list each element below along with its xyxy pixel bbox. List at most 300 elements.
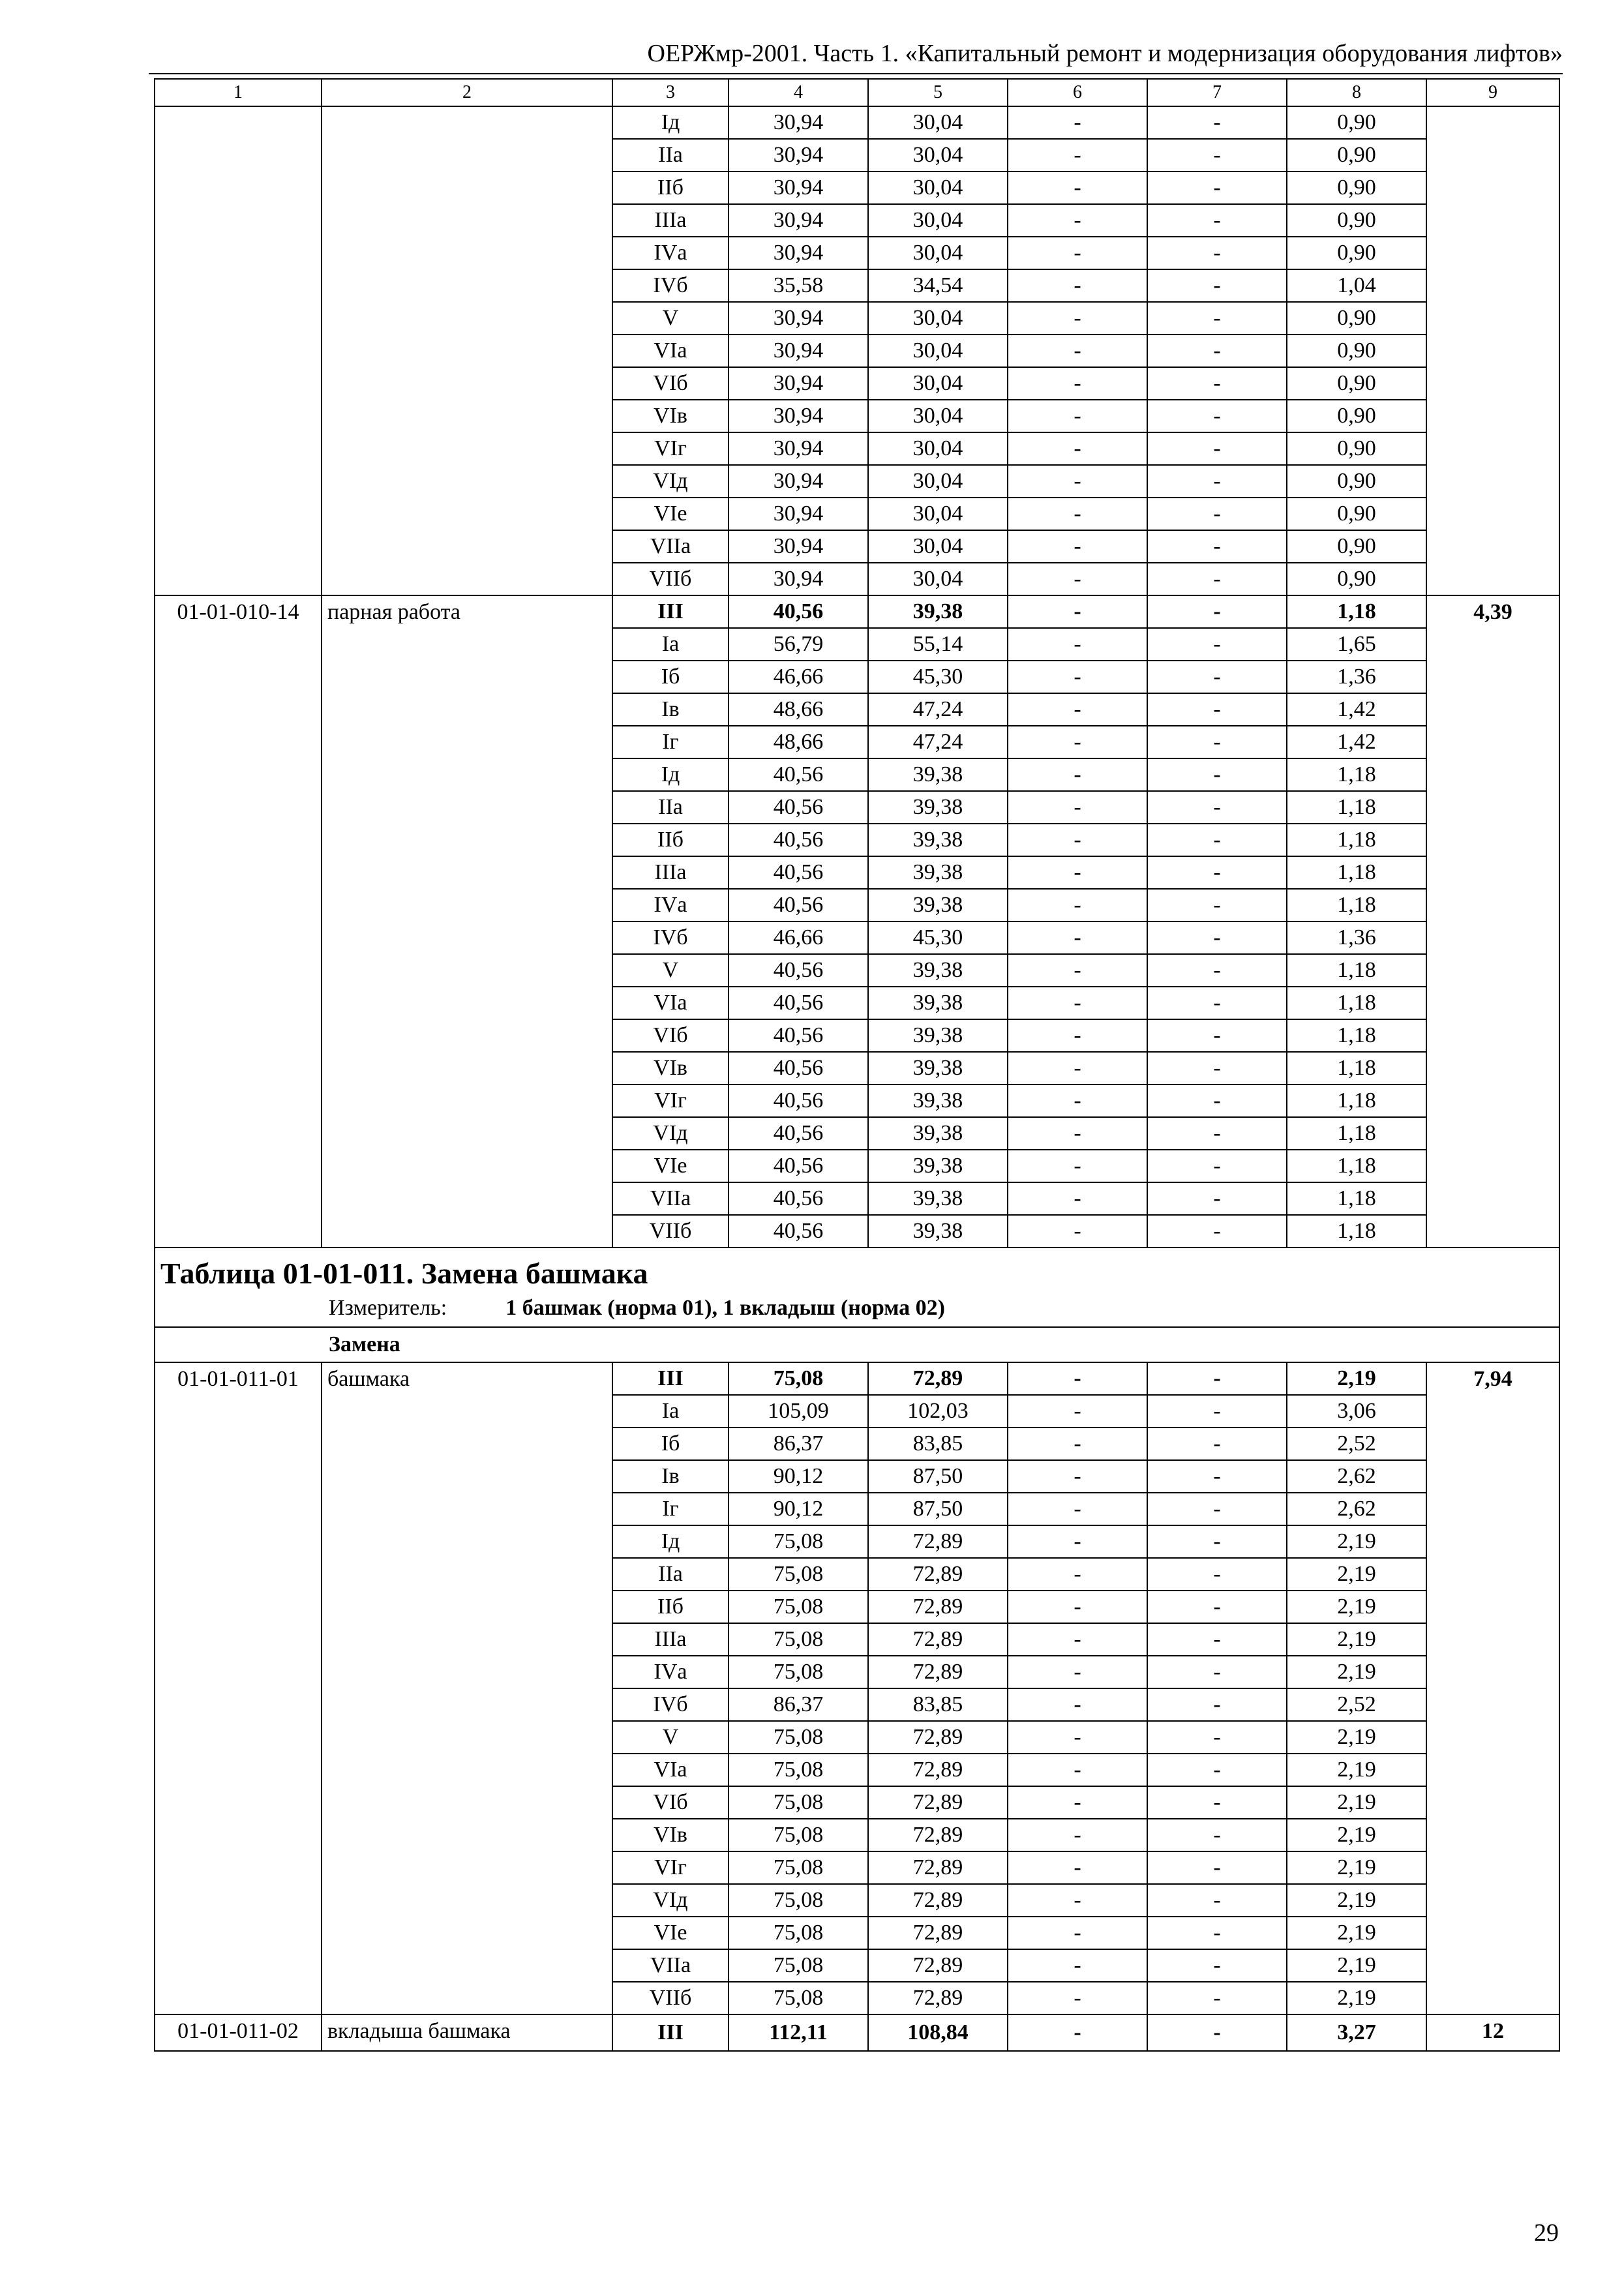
machine-cost-cell: - (1008, 1982, 1147, 2014)
table-row (155, 595, 1559, 628)
driver-wage-cell: - (1147, 1917, 1287, 1949)
labor-wage-cell: 72,89 (868, 1525, 1008, 1558)
zone-cell: IIIа (612, 856, 729, 889)
zone-cell: V (612, 1721, 729, 1754)
zone-cell: VIг (612, 1085, 729, 1117)
labor-wage-cell: 30,04 (868, 465, 1008, 498)
material-cost-cell: 1,18 (1287, 1182, 1426, 1215)
labor-wage-cell: 30,04 (868, 237, 1008, 269)
direct-cost-cell: 35,58 (729, 269, 868, 302)
direct-cost-cell: 75,08 (729, 1884, 868, 1917)
direct-cost-cell: 86,37 (729, 1428, 868, 1460)
machine-cost-cell: - (1008, 1362, 1147, 1395)
labor-wage-cell: 72,89 (868, 1558, 1008, 1591)
driver-wage-cell: - (1147, 432, 1287, 465)
driver-wage-cell: - (1147, 237, 1287, 269)
driver-wage-cell: - (1147, 400, 1287, 432)
driver-wage-cell: - (1147, 726, 1287, 758)
labor-wage-cell: 30,04 (868, 400, 1008, 432)
machine-cost-cell: - (1008, 1493, 1147, 1525)
labor-wage-cell: 30,04 (868, 530, 1008, 563)
material-cost-cell: 1,18 (1287, 824, 1426, 856)
material-cost-cell: 2,62 (1287, 1460, 1426, 1493)
machine-cost-cell: - (1008, 1215, 1147, 1248)
material-cost-cell: 1,65 (1287, 628, 1426, 661)
direct-cost-cell: 75,08 (729, 1558, 868, 1591)
driver-wage-cell: - (1147, 1949, 1287, 1982)
driver-wage-cell: - (1147, 1525, 1287, 1558)
material-cost-cell: 0,90 (1287, 106, 1426, 139)
machine-cost-cell: - (1008, 1019, 1147, 1052)
driver-wage-cell: - (1147, 1052, 1287, 1085)
labor-wage-cell: 30,04 (868, 172, 1008, 204)
labor-wage-cell: 39,38 (868, 791, 1008, 824)
labor-wage-cell: 45,30 (868, 921, 1008, 954)
machine-cost-cell: - (1008, 1884, 1147, 1917)
labor-wage-cell: 72,89 (868, 1591, 1008, 1623)
machine-cost-cell: - (1008, 889, 1147, 921)
machine-cost-cell: - (1008, 563, 1147, 595)
machine-cost-cell: - (1008, 987, 1147, 1019)
machine-cost-cell: - (1008, 269, 1147, 302)
material-cost-cell: 1,18 (1287, 889, 1426, 921)
zone-cell: VIв (612, 400, 729, 432)
machine-cost-cell: - (1008, 1851, 1147, 1884)
measure-line (155, 1291, 1559, 1326)
material-cost-cell: 2,19 (1287, 1754, 1426, 1786)
direct-cost-cell: 30,94 (729, 367, 868, 400)
material-cost-cell: 1,36 (1287, 661, 1426, 693)
zone-cell: VIIа (612, 1182, 729, 1215)
zone-cell: VIд (612, 1117, 729, 1150)
zone-cell: VIIа (612, 1949, 729, 1982)
direct-cost-cell: 30,94 (729, 400, 868, 432)
material-cost-cell: 1,18 (1287, 1215, 1426, 1248)
zone-cell: VIг (612, 432, 729, 465)
direct-cost-cell: 40,56 (729, 791, 868, 824)
labor-wage-cell: 108,84 (868, 2014, 1008, 2051)
zone-cell: VIб (612, 1019, 729, 1052)
machine-cost-cell: - (1008, 2014, 1147, 2051)
subheading-row (155, 1327, 1559, 1362)
material-cost-cell: 1,42 (1287, 726, 1426, 758)
machine-cost-cell: - (1008, 1182, 1147, 1215)
labor-wage-cell: 72,89 (868, 1982, 1008, 2014)
driver-wage-cell: - (1147, 921, 1287, 954)
direct-cost-cell: 40,56 (729, 1215, 868, 1248)
labor-wage-cell: 45,30 (868, 661, 1008, 693)
direct-cost-cell: 86,37 (729, 1688, 868, 1721)
direct-cost-cell: 30,94 (729, 172, 868, 204)
zone-cell: Iв (612, 693, 729, 726)
labor-wage-cell: 72,89 (868, 1851, 1008, 1884)
machine-cost-cell: - (1008, 1395, 1147, 1428)
direct-cost-cell: 90,12 (729, 1460, 868, 1493)
labor-wage-cell: 72,89 (868, 1362, 1008, 1395)
material-cost-cell: 0,90 (1287, 530, 1426, 563)
machine-cost-cell: - (1008, 172, 1147, 204)
subheading-cell: Замена (155, 1327, 1559, 1362)
labor-wage-cell: 39,38 (868, 1150, 1008, 1182)
driver-wage-cell: - (1147, 1819, 1287, 1851)
driver-wage-cell: - (1147, 954, 1287, 987)
machine-cost-cell: - (1008, 400, 1147, 432)
zone-cell: VIIа (612, 530, 729, 563)
driver-wage-cell: - (1147, 530, 1287, 563)
code-cell: 01-01-011-01 (155, 1362, 322, 2014)
machine-cost-cell: - (1008, 498, 1147, 530)
material-cost-cell: 2,19 (1287, 1884, 1426, 1917)
zone-cell: Iд (612, 1525, 729, 1558)
machine-cost-cell: - (1008, 1721, 1147, 1754)
driver-wage-cell: - (1147, 106, 1287, 139)
zone-cell: IIIа (612, 1623, 729, 1656)
material-cost-cell: 2,19 (1287, 1851, 1426, 1884)
page-number: 29 (1534, 2219, 1559, 2247)
direct-cost-cell: 40,56 (729, 1150, 868, 1182)
material-cost-cell: 2,19 (1287, 1591, 1426, 1623)
driver-wage-cell: - (1147, 139, 1287, 172)
labor-wage-cell: 39,38 (868, 1215, 1008, 1248)
machine-cost-cell: - (1008, 954, 1147, 987)
material-cost-cell: 2,19 (1287, 1786, 1426, 1819)
zone-cell: III (612, 1362, 729, 1395)
direct-cost-cell: 40,56 (729, 856, 868, 889)
direct-cost-cell: 75,08 (729, 1786, 868, 1819)
material-cost-cell: 2,19 (1287, 1982, 1426, 2014)
direct-cost-cell: 30,94 (729, 432, 868, 465)
labor-wage-cell: 72,89 (868, 1721, 1008, 1754)
driver-wage-cell: - (1147, 1182, 1287, 1215)
labor-wage-cell: 47,24 (868, 693, 1008, 726)
direct-cost-cell: 112,11 (729, 2014, 868, 2051)
driver-wage-cell: - (1147, 661, 1287, 693)
driver-wage-cell: - (1147, 1786, 1287, 1819)
direct-cost-cell: 40,56 (729, 889, 868, 921)
direct-cost-cell: 40,56 (729, 1019, 868, 1052)
zone-cell: V (612, 302, 729, 335)
direct-cost-cell: 30,94 (729, 139, 868, 172)
code-cell (155, 106, 322, 595)
zone-cell: V (612, 954, 729, 987)
direct-cost-cell: 40,56 (729, 987, 868, 1019)
zone-cell: IVб (612, 1688, 729, 1721)
zone-cell: Iб (612, 1428, 729, 1460)
zone-cell: IVа (612, 889, 729, 921)
machine-cost-cell: - (1008, 791, 1147, 824)
labor-wage-cell: 72,89 (868, 1754, 1008, 1786)
direct-cost-cell: 75,08 (729, 1982, 868, 2014)
zone-cell: Iа (612, 628, 729, 661)
machine-cost-cell: - (1008, 1052, 1147, 1085)
driver-wage-cell: - (1147, 1656, 1287, 1688)
material-cost-cell: 2,19 (1287, 1917, 1426, 1949)
column-number: 3 (612, 79, 729, 106)
zone-cell: IIб (612, 1591, 729, 1623)
labor-wage-cell: 39,38 (868, 1085, 1008, 1117)
direct-cost-cell: 75,08 (729, 1721, 868, 1754)
material-cost-cell: 2,52 (1287, 1428, 1426, 1460)
zone-cell: IVа (612, 1656, 729, 1688)
driver-wage-cell: - (1147, 824, 1287, 856)
driver-wage-cell: - (1147, 856, 1287, 889)
material-cost-cell: 1,18 (1287, 856, 1426, 889)
direct-cost-cell: 75,08 (729, 1851, 868, 1884)
material-cost-cell: 1,18 (1287, 1117, 1426, 1150)
machine-cost-cell: - (1008, 335, 1147, 367)
zone-cell: III (612, 595, 729, 628)
direct-cost-cell: 30,94 (729, 204, 868, 237)
name-cell: вкладыша башмака (322, 2014, 612, 2051)
zone-cell: IIб (612, 824, 729, 856)
labor-wage-cell: 39,38 (868, 856, 1008, 889)
measure-value: 1 башмак (норма 01), 1 вкладыш (норма 02) (505, 1296, 945, 1320)
labor-cost-cell: 12 (1426, 2014, 1559, 2051)
labor-wage-cell: 39,38 (868, 1019, 1008, 1052)
direct-cost-cell: 30,94 (729, 106, 868, 139)
driver-wage-cell: - (1147, 2014, 1287, 2051)
machine-cost-cell: - (1008, 1656, 1147, 1688)
driver-wage-cell: - (1147, 1362, 1287, 1395)
material-cost-cell: 0,90 (1287, 302, 1426, 335)
machine-cost-cell: - (1008, 628, 1147, 661)
driver-wage-cell: - (1147, 1558, 1287, 1591)
name-cell: башмака (322, 1362, 612, 2014)
zone-cell: Iв (612, 1460, 729, 1493)
driver-wage-cell: - (1147, 302, 1287, 335)
machine-cost-cell: - (1008, 824, 1147, 856)
direct-cost-cell: 75,08 (729, 1525, 868, 1558)
material-cost-cell: 1,18 (1287, 595, 1426, 628)
driver-wage-cell: - (1147, 204, 1287, 237)
driver-wage-cell: - (1147, 269, 1287, 302)
machine-cost-cell: - (1008, 1754, 1147, 1786)
machine-cost-cell: - (1008, 530, 1147, 563)
labor-wage-cell: 30,04 (868, 432, 1008, 465)
driver-wage-cell: - (1147, 1395, 1287, 1428)
machine-cost-cell: - (1008, 106, 1147, 139)
zone-cell: VIе (612, 498, 729, 530)
machine-cost-cell: - (1008, 693, 1147, 726)
driver-wage-cell: - (1147, 1884, 1287, 1917)
machine-cost-cell: - (1008, 1623, 1147, 1656)
direct-cost-cell: 75,08 (729, 1623, 868, 1656)
labor-wage-cell: 30,04 (868, 204, 1008, 237)
zone-cell: VIв (612, 1052, 729, 1085)
labor-wage-cell: 102,03 (868, 1395, 1008, 1428)
material-cost-cell: 0,90 (1287, 400, 1426, 432)
direct-cost-cell: 75,08 (729, 1819, 868, 1851)
machine-cost-cell: - (1008, 204, 1147, 237)
material-cost-cell: 2,19 (1287, 1656, 1426, 1688)
machine-cost-cell: - (1008, 237, 1147, 269)
table-row (155, 1362, 1559, 1395)
table-section-header (155, 1248, 1559, 1327)
direct-cost-cell: 40,56 (729, 758, 868, 791)
direct-cost-cell: 30,94 (729, 465, 868, 498)
direct-cost-cell: 46,66 (729, 921, 868, 954)
material-cost-cell: 1,18 (1287, 1150, 1426, 1182)
driver-wage-cell: - (1147, 1428, 1287, 1460)
driver-wage-cell: - (1147, 987, 1287, 1019)
direct-cost-cell: 30,94 (729, 530, 868, 563)
material-cost-cell: 2,19 (1287, 1623, 1426, 1656)
driver-wage-cell: - (1147, 1754, 1287, 1786)
machine-cost-cell: - (1008, 1591, 1147, 1623)
machine-cost-cell: - (1008, 1525, 1147, 1558)
column-number-row (155, 79, 1559, 106)
machine-cost-cell: - (1008, 139, 1147, 172)
zone-cell: VIа (612, 335, 729, 367)
material-cost-cell: 0,90 (1287, 563, 1426, 595)
material-cost-cell: 3,27 (1287, 2014, 1426, 2051)
direct-cost-cell: 30,94 (729, 335, 868, 367)
labor-wage-cell: 72,89 (868, 1623, 1008, 1656)
machine-cost-cell: - (1008, 1085, 1147, 1117)
labor-wage-cell: 30,04 (868, 302, 1008, 335)
machine-cost-cell: - (1008, 1949, 1147, 1982)
machine-cost-cell: - (1008, 1117, 1147, 1150)
labor-wage-cell: 34,54 (868, 269, 1008, 302)
zone-cell: VIIб (612, 1982, 729, 2014)
zone-cell: III (612, 2014, 729, 2051)
labor-wage-cell: 39,38 (868, 1182, 1008, 1215)
direct-cost-cell: 75,08 (729, 1949, 868, 1982)
direct-cost-cell: 40,56 (729, 1085, 868, 1117)
driver-wage-cell: - (1147, 1623, 1287, 1656)
direct-cost-cell: 30,94 (729, 302, 868, 335)
zone-cell: VIб (612, 1786, 729, 1819)
machine-cost-cell: - (1008, 1460, 1147, 1493)
driver-wage-cell: - (1147, 1688, 1287, 1721)
zone-cell: Iд (612, 758, 729, 791)
direct-cost-cell: 30,94 (729, 498, 868, 530)
machine-cost-cell: - (1008, 726, 1147, 758)
driver-wage-cell: - (1147, 563, 1287, 595)
zone-cell: VIд (612, 1884, 729, 1917)
material-cost-cell: 0,90 (1287, 498, 1426, 530)
driver-wage-cell: - (1147, 1150, 1287, 1182)
zone-cell: VIе (612, 1150, 729, 1182)
zone-cell: VIа (612, 987, 729, 1019)
labor-wage-cell: 39,38 (868, 1117, 1008, 1150)
material-cost-cell: 1,36 (1287, 921, 1426, 954)
labor-cost-cell: 7,94 (1426, 1362, 1559, 2014)
direct-cost-cell: 56,79 (729, 628, 868, 661)
material-cost-cell: 2,19 (1287, 1558, 1426, 1591)
table-row (155, 106, 1559, 139)
running-header: ОЕРЖмр-2001. Часть 1. «Капитальный ремонт и модернизация оборудования лифтов» (647, 40, 1563, 67)
direct-cost-cell: 40,56 (729, 954, 868, 987)
machine-cost-cell: - (1008, 1786, 1147, 1819)
driver-wage-cell: - (1147, 1982, 1287, 2014)
material-cost-cell: 1,18 (1287, 987, 1426, 1019)
material-cost-cell: 2,19 (1287, 1525, 1426, 1558)
labor-wage-cell: 47,24 (868, 726, 1008, 758)
labor-wage-cell: 55,14 (868, 628, 1008, 661)
column-number: 7 (1147, 79, 1287, 106)
material-cost-cell: 2,19 (1287, 1949, 1426, 1982)
driver-wage-cell: - (1147, 1721, 1287, 1754)
zone-cell: IIа (612, 1558, 729, 1591)
zone-cell: VIд (612, 465, 729, 498)
zone-cell: VIIб (612, 563, 729, 595)
material-cost-cell: 2,19 (1287, 1721, 1426, 1754)
material-cost-cell: 0,90 (1287, 139, 1426, 172)
direct-cost-cell: 40,56 (729, 824, 868, 856)
material-cost-cell: 0,90 (1287, 335, 1426, 367)
zone-cell: VIб (612, 367, 729, 400)
zone-cell: Iб (612, 661, 729, 693)
name-cell: парная работа (322, 595, 612, 1248)
zone-cell: IIб (612, 172, 729, 204)
zone-cell: IIIа (612, 204, 729, 237)
driver-wage-cell: - (1147, 628, 1287, 661)
material-cost-cell: 0,90 (1287, 204, 1426, 237)
driver-wage-cell: - (1147, 1019, 1287, 1052)
zone-cell: IVб (612, 269, 729, 302)
labor-wage-cell: 72,89 (868, 1819, 1008, 1851)
driver-wage-cell: - (1147, 498, 1287, 530)
code-cell: 01-01-010-14 (155, 595, 322, 1248)
labor-wage-cell: 30,04 (868, 335, 1008, 367)
material-cost-cell: 1,18 (1287, 1085, 1426, 1117)
direct-cost-cell: 48,66 (729, 726, 868, 758)
material-cost-cell: 0,90 (1287, 237, 1426, 269)
direct-cost-cell: 40,56 (729, 1117, 868, 1150)
machine-cost-cell: - (1008, 856, 1147, 889)
measure-label: Измеритель: (329, 1296, 447, 1320)
machine-cost-cell: - (1008, 367, 1147, 400)
machine-cost-cell: - (1008, 661, 1147, 693)
column-number: 4 (729, 79, 868, 106)
labor-wage-cell: 72,89 (868, 1786, 1008, 1819)
labor-cost-cell: 4,39 (1426, 595, 1559, 1248)
section-header-cell (155, 1248, 1559, 1327)
labor-cost-cell (1426, 106, 1559, 595)
material-cost-cell: 1,18 (1287, 758, 1426, 791)
labor-wage-cell: 30,04 (868, 139, 1008, 172)
labor-wage-cell: 72,89 (868, 1917, 1008, 1949)
column-number: 2 (322, 79, 612, 106)
machine-cost-cell: - (1008, 302, 1147, 335)
machine-cost-cell: - (1008, 921, 1147, 954)
table-row (155, 2014, 1559, 2051)
column-number: 9 (1426, 79, 1559, 106)
machine-cost-cell: - (1008, 432, 1147, 465)
driver-wage-cell: - (1147, 335, 1287, 367)
material-cost-cell: 1,42 (1287, 693, 1426, 726)
driver-wage-cell: - (1147, 1851, 1287, 1884)
driver-wage-cell: - (1147, 889, 1287, 921)
driver-wage-cell: - (1147, 758, 1287, 791)
material-cost-cell: 2,52 (1287, 1688, 1426, 1721)
column-number: 8 (1287, 79, 1426, 106)
labor-wage-cell: 83,85 (868, 1428, 1008, 1460)
table-title: Таблица 01-01-011. Замена башмака (160, 1257, 648, 1290)
norms-table (154, 78, 1560, 2052)
machine-cost-cell: - (1008, 1917, 1147, 1949)
labor-wage-cell: 30,04 (868, 563, 1008, 595)
machine-cost-cell: - (1008, 1819, 1147, 1851)
driver-wage-cell: - (1147, 1460, 1287, 1493)
material-cost-cell: 0,90 (1287, 172, 1426, 204)
driver-wage-cell: - (1147, 791, 1287, 824)
zone-cell: IIа (612, 791, 729, 824)
labor-wage-cell: 30,04 (868, 367, 1008, 400)
labor-wage-cell: 87,50 (868, 1460, 1008, 1493)
zone-cell: IIа (612, 139, 729, 172)
